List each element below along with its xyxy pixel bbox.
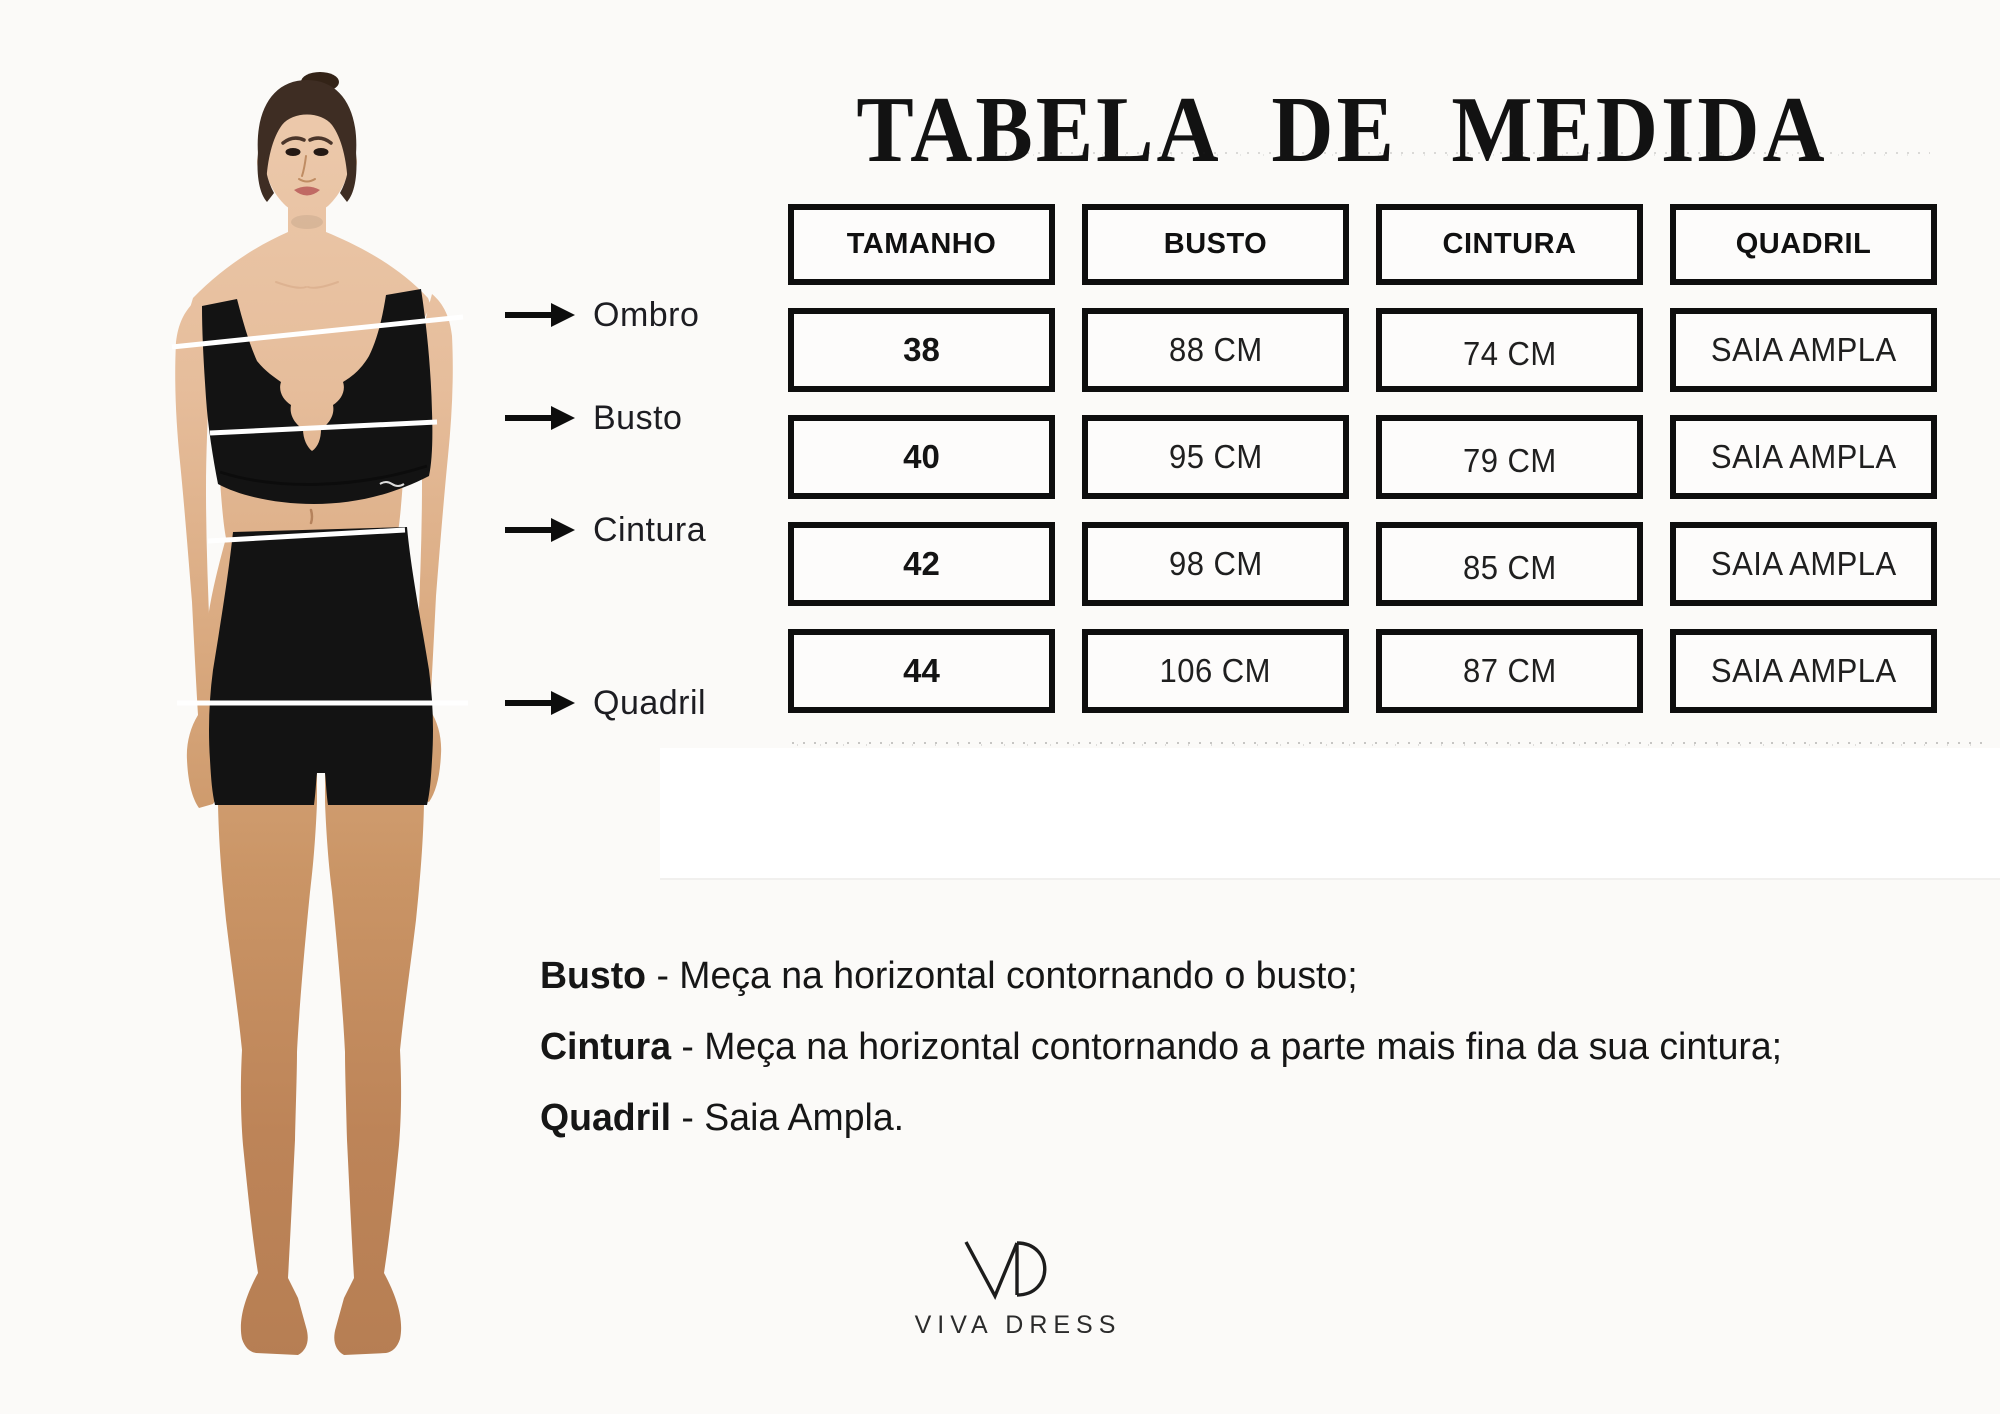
speckle-artifact-top bbox=[1005, 152, 1930, 156]
brand-name: VIVA DRESS bbox=[914, 1311, 1122, 1339]
shorts bbox=[209, 527, 433, 805]
speckle-artifact-bottom bbox=[792, 742, 1982, 746]
hip-cell: SAIA AMPLA bbox=[1670, 522, 1937, 606]
header-cintura: CINTURA bbox=[1376, 204, 1643, 285]
navel bbox=[311, 510, 312, 523]
body-label-quadril: Quadril bbox=[505, 681, 706, 725]
waist-cell: 87 CM bbox=[1376, 629, 1643, 713]
header-tamanho: TAMANHO bbox=[788, 204, 1055, 285]
size-cell: 40 bbox=[788, 415, 1055, 499]
vd-monogram-icon bbox=[960, 1238, 1076, 1300]
body-label-ombro: Ombro bbox=[505, 293, 699, 337]
arrow-right-icon bbox=[505, 518, 575, 542]
hip-cell: SAIA AMPLA bbox=[1670, 308, 1937, 392]
waist-cell: 85 CM bbox=[1376, 522, 1643, 606]
hip-cell: SAIA AMPLA bbox=[1670, 415, 1937, 499]
instruction-line-busto: Busto - Meça na horizontal contornando o busto; bbox=[540, 955, 1358, 997]
bust-cell: 98 CM bbox=[1082, 522, 1349, 606]
arrow-right-icon bbox=[505, 303, 575, 327]
body-label-busto: Busto bbox=[505, 396, 682, 440]
instruction-line-quadril: Quadril - Saia Ampla. bbox=[540, 1097, 905, 1139]
chin-shadow bbox=[291, 215, 323, 229]
arrow-right-icon bbox=[505, 406, 575, 430]
right-leg bbox=[325, 760, 424, 1355]
bust-cell: 106 CM bbox=[1082, 629, 1349, 713]
right-eye bbox=[314, 148, 329, 156]
size-cell: 42 bbox=[788, 522, 1055, 606]
header-quadril: QUADRIL bbox=[1670, 204, 1937, 285]
bust-cell: 95 CM bbox=[1082, 415, 1349, 499]
size-cell: 44 bbox=[788, 629, 1055, 713]
model-photo bbox=[90, 60, 520, 1370]
brand-logo bbox=[860, 1238, 1176, 1340]
left-leg bbox=[218, 760, 317, 1355]
waist-cell: 74 CM bbox=[1376, 308, 1643, 392]
erased-area bbox=[660, 748, 2000, 880]
body-label-cintura: Cintura bbox=[505, 508, 706, 552]
size-table bbox=[788, 204, 1937, 713]
header-busto: BUSTO bbox=[1082, 204, 1349, 285]
hip-cell: SAIA AMPLA bbox=[1670, 629, 1937, 713]
bust-cell: 88 CM bbox=[1082, 308, 1349, 392]
instruction-line-cintura: Cintura - Meça na horizontal contornando a parte mais fina da sua cintura; bbox=[540, 1026, 1783, 1068]
arrow-right-icon bbox=[505, 691, 575, 715]
measuring-instructions bbox=[540, 941, 1801, 1154]
waist-cell: 79 CM bbox=[1376, 415, 1643, 499]
size-cell: 38 bbox=[788, 308, 1055, 392]
page-title: TABELA DE MEDIDA bbox=[856, 76, 1828, 182]
erased-area-edge bbox=[660, 878, 2000, 880]
left-eye bbox=[286, 148, 301, 156]
